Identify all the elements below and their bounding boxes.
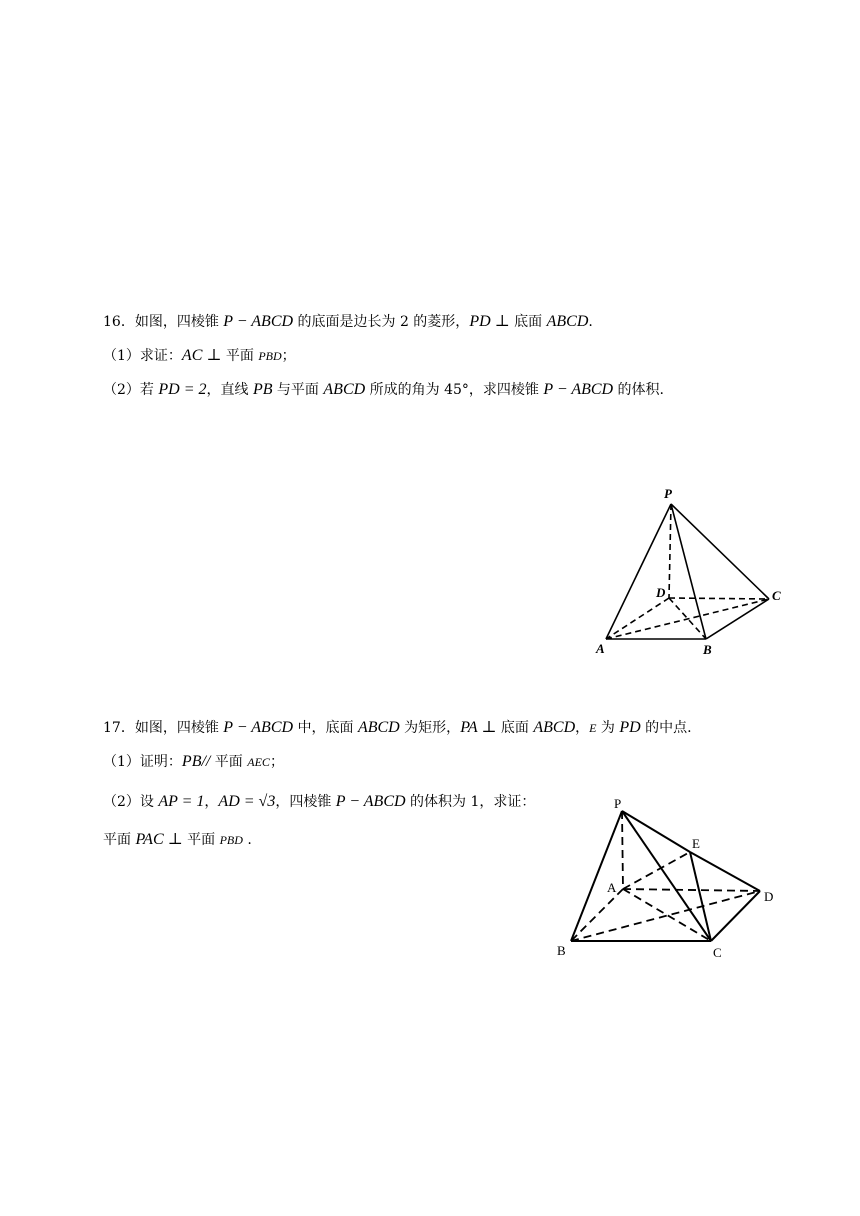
edge-pe (622, 811, 690, 852)
q17-math: AEC (247, 755, 270, 769)
q17-stem (103, 718, 692, 738)
q17-math: E (589, 721, 597, 735)
edge-dc (669, 598, 769, 599)
q17-math: PAC ⊥ (135, 831, 183, 848)
q16-text: 的底面是边长为 2 的菱形， (293, 314, 470, 330)
q17-math: P − ABCD (335, 793, 406, 810)
q16-math: P − ABCD (543, 381, 614, 398)
q16-label-p: P (664, 486, 672, 501)
edge-pc (671, 504, 769, 599)
q16-number: 16． (103, 314, 135, 330)
q16-text: 所成的角为 45°，求四棱锥 (365, 382, 544, 398)
edge-pa (606, 504, 671, 639)
q17-text: 中，底面 (293, 720, 358, 736)
edge-ec (690, 852, 711, 941)
q16-text: 底面 (509, 314, 547, 330)
q16-text: 如图，四棱锥 (134, 314, 224, 330)
diag-ac (606, 599, 769, 639)
q17-math: PB// (181, 753, 211, 770)
q17-text: 底面 (496, 720, 534, 736)
q17-math: PD (619, 719, 641, 736)
q16-math: PB (252, 381, 273, 398)
q17-math: ABCD (533, 719, 576, 736)
q16-label-d: D (656, 585, 666, 600)
q17-text: 平面 (182, 832, 220, 848)
edge-bc (706, 599, 769, 639)
q16-math: P − ABCD (223, 313, 294, 330)
q17-label-a: A (607, 880, 617, 895)
q16-label-c: C (772, 588, 781, 603)
q17-math: ABCD (357, 719, 400, 736)
q17-math: PA ⊥ (460, 719, 497, 736)
q16-math: AC ⊥ (181, 347, 222, 364)
q17-label-b: B (557, 943, 566, 958)
q17-text: 为 (596, 720, 620, 736)
q17-text: ，四棱锥 (275, 794, 336, 810)
q16-text: 平面 (221, 348, 259, 364)
edge-pc (622, 811, 711, 941)
q16-text: ，直线 (206, 382, 253, 398)
q17-number: 17． (103, 720, 135, 736)
q17-part2-label: （2）设 (103, 794, 159, 810)
q16-text: 与平面 (272, 382, 324, 398)
q17-text: ， (575, 720, 590, 736)
q17-label-d: D (764, 889, 774, 904)
q17-math: P − ABCD (223, 719, 294, 736)
edge-pa (622, 811, 623, 889)
q16-math: ABCD (323, 381, 366, 398)
q17-math: PBD (219, 833, 243, 847)
q16-label-a: A (596, 641, 605, 656)
q17-text: 的中点. (640, 720, 692, 736)
q16-text: ； (281, 348, 296, 364)
q17-text: ， (204, 794, 219, 810)
edge-ad (623, 889, 760, 891)
q17-text: ； (269, 754, 284, 770)
q16-math: PD ⊥ (469, 313, 510, 330)
edge-pb (571, 811, 622, 941)
q17-text: 为矩形， (399, 720, 461, 736)
q17-part2-conclusion (103, 830, 252, 850)
q16-math: ABCD (546, 313, 589, 330)
q16-label-b: B (703, 642, 712, 657)
q17-label-e: E (692, 836, 700, 851)
q17-label-p: P (614, 796, 622, 811)
q17-text: 如图，四棱锥 (134, 720, 224, 736)
edge-cd (711, 891, 760, 941)
q16-text: 的体积. (613, 382, 665, 398)
q17-math: AP = 1 (158, 793, 205, 810)
diag-ac (623, 889, 711, 941)
edge-ed (690, 852, 760, 891)
q16-part1-label: （1）求证： (103, 348, 182, 364)
q17-text: 的体积为 1，求证： (405, 794, 536, 810)
q17-label-c: C (713, 945, 722, 960)
edge-pd (669, 504, 671, 598)
q17-text: . (242, 832, 252, 848)
q17-text: 平面 (103, 832, 136, 848)
q17-part1 (103, 752, 284, 772)
diag-bd (571, 891, 760, 941)
edge-ae (623, 852, 690, 889)
q17-part2 (103, 792, 535, 812)
q16-math: PD = 2 (158, 381, 207, 398)
q17-math: AD = √3 (218, 793, 276, 810)
q16-part2-label: （2）若 (103, 382, 159, 398)
q17-part1-label: （1）证明： (103, 754, 182, 770)
q16-math: PBD (258, 349, 282, 363)
q17-text: 平面 (210, 754, 248, 770)
q16-text: . (588, 314, 593, 330)
